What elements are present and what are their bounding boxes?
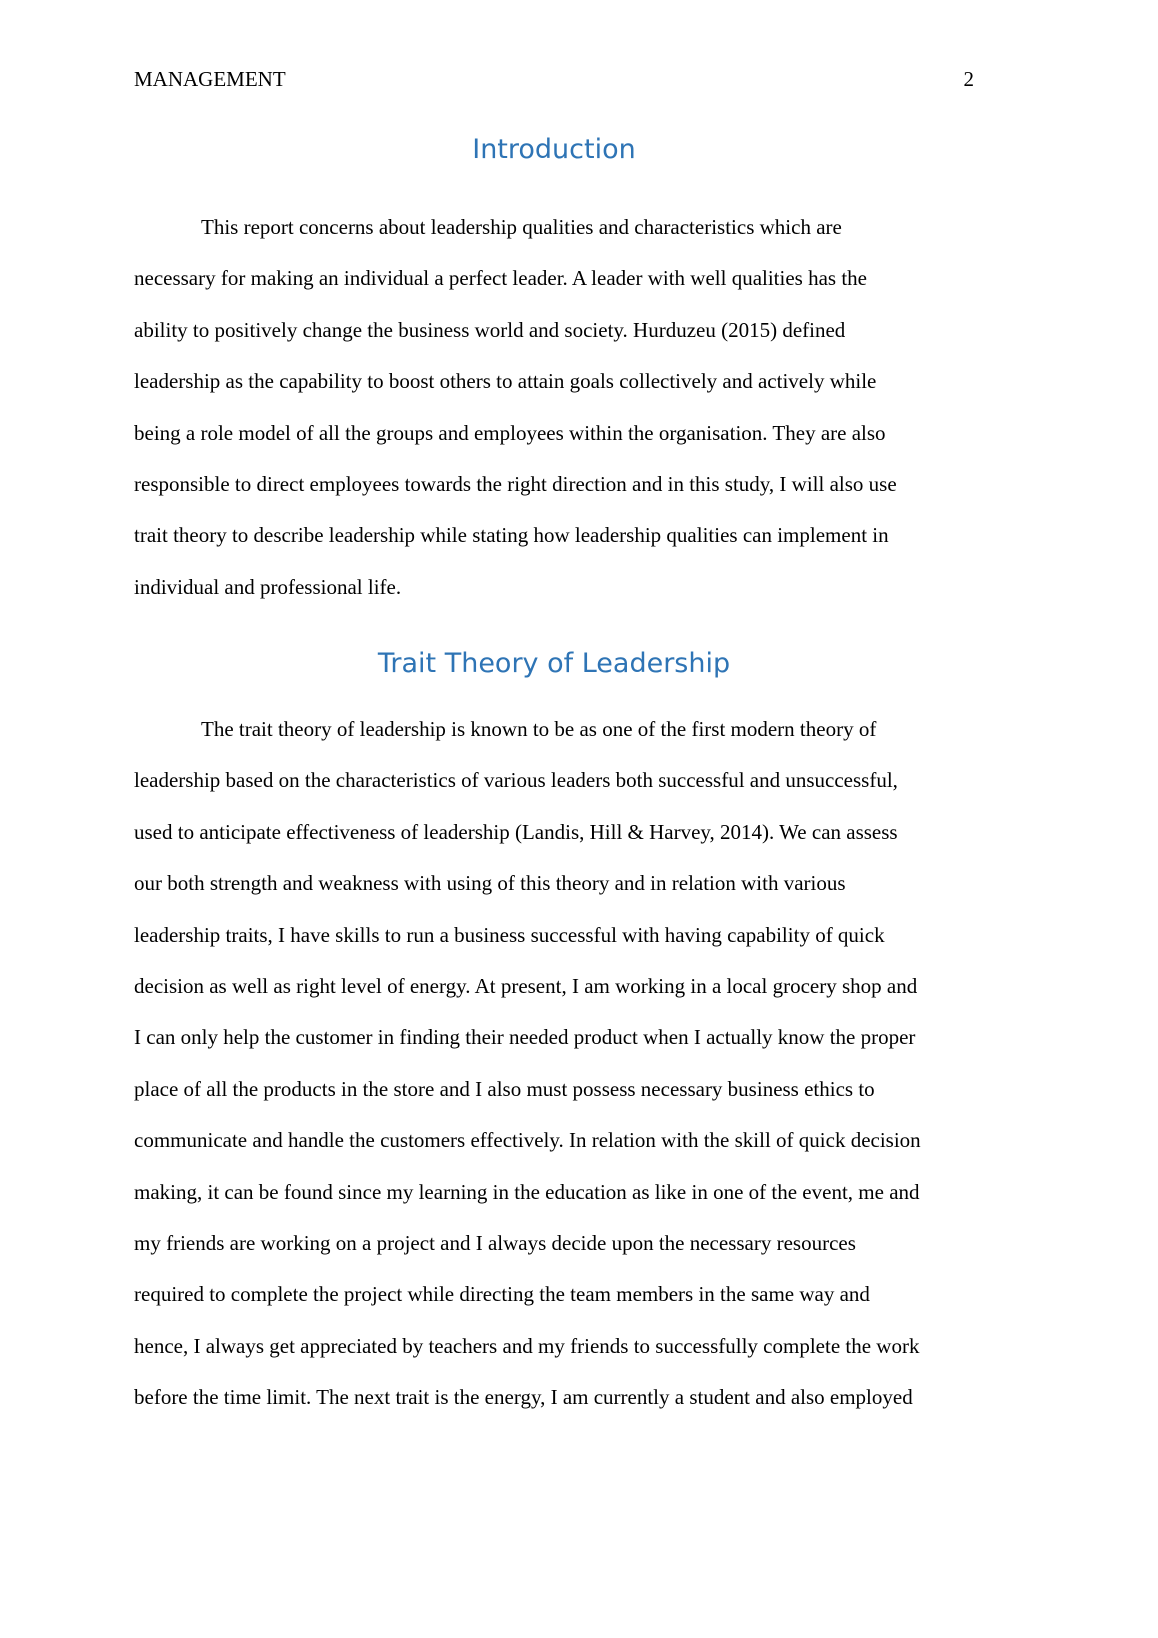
section-heading-trait-theory: Trait Theory of Leadership bbox=[377, 648, 731, 679]
paragraph-line: required to complete the project while directing the team members in the same way and bbox=[134, 1282, 870, 1307]
paragraph-line: ability to positively change the business world and society. Hurduzeu (2015) defined bbox=[134, 317, 846, 342]
section-heading-introduction: Introduction bbox=[472, 134, 636, 165]
paragraph-line: decision as well as right level of energy. At present, I am working in a local grocery shop and bbox=[134, 973, 918, 998]
paragraph-line: communicate and handle the customers effectively. In relation with the skill of quick decision bbox=[134, 1128, 921, 1153]
paragraph-line: our both strength and weakness with using of this theory and in relation with various bbox=[134, 871, 846, 896]
paragraph-line: individual and professional life. bbox=[134, 574, 402, 599]
paragraph-line: responsible to direct employees towards the right direction and in this study, I will also use bbox=[134, 471, 897, 496]
paragraph-line: The trait theory of leadership is known to be as one of the first modern theory of bbox=[201, 717, 877, 741]
paragraph-line: leadership based on the characteristics of various leaders both successful and unsuccessful, bbox=[134, 768, 898, 793]
paragraph-line: used to anticipate effectiveness of leadership (Landis, Hill & Harvey, 2014). We can assess bbox=[134, 819, 898, 844]
paragraph-line: hence, I always get appreciated by teachers and my friends to successfully complete the work bbox=[134, 1333, 920, 1358]
paragraph-line: before the time limit. The next trait is the energy, I am currently a student and also employed bbox=[134, 1385, 913, 1410]
trait-theory-paragraph bbox=[134, 704, 994, 1423]
paragraph-line: making, it can be found since my learning in the education as like in one of the event, me and bbox=[134, 1179, 920, 1204]
page-number: 2 bbox=[963, 67, 974, 91]
introduction-paragraph bbox=[134, 202, 994, 613]
paragraph-line: my friends are working on a project and I always decide upon the necessary resources bbox=[134, 1230, 856, 1255]
paragraph-line: trait theory to describe leadership while stating how leadership qualities can implement in bbox=[134, 523, 889, 548]
paragraph-line: being a role model of all the groups and employees within the organisation. They are also bbox=[134, 420, 886, 445]
paragraph-line: leadership traits, I have skills to run a business successful with having capability of quick bbox=[134, 922, 885, 947]
paragraph-line: I can only help the customer in finding their needed product when I actually know the proper bbox=[134, 1025, 916, 1050]
paragraph-line: place of all the products in the store and I also must possess necessary business ethics to bbox=[134, 1076, 875, 1101]
paragraph-line: This report concerns about leadership qualities and characteristics which are bbox=[201, 215, 842, 239]
paragraph-line: necessary for making an individual a perfect leader. A leader with well qualities has the bbox=[134, 266, 867, 291]
paragraph-line: leadership as the capability to boost others to attain goals collectively and actively while bbox=[134, 369, 877, 394]
running-head: MANAGEMENT bbox=[134, 67, 286, 91]
